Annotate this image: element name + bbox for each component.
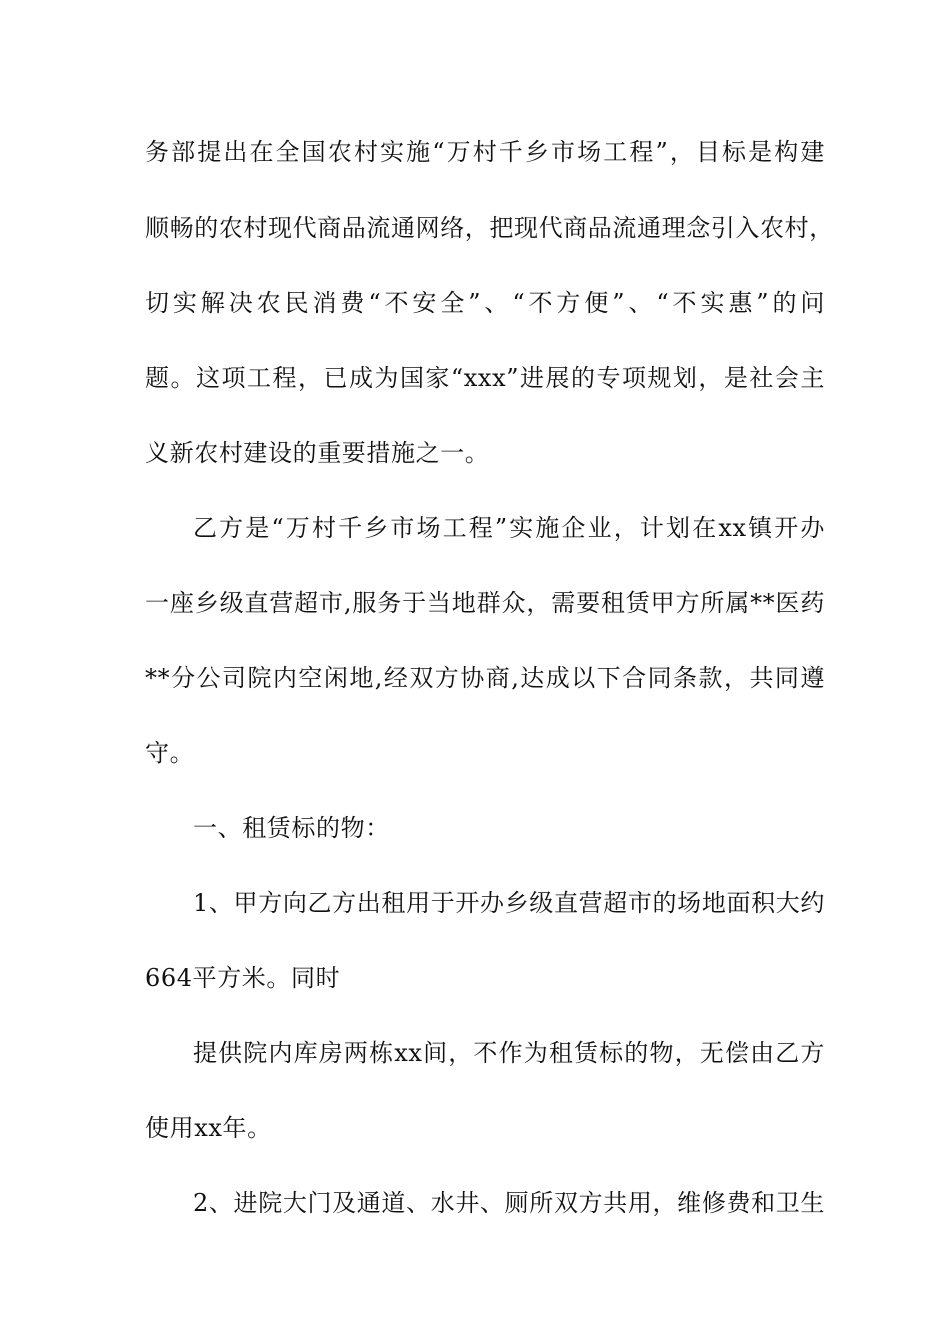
text-line: 务部提出在全国农村实施“万村千乡市场工程”，目标是构建 [145, 138, 825, 166]
text-line: 题。这项工程，已成为国家“xxx”进展的专项规划，是社会主 [145, 364, 825, 392]
paragraph-first-line: 乙方是“万村千乡市场工程”实施企业，计划在xx镇开办 [193, 514, 825, 542]
text-line: 义新农村建设的重要措施之一。 [145, 439, 490, 467]
paragraph-first-line: 1、甲方向乙方出租用于开办乡级直营超市的场地面积大约 [193, 889, 825, 917]
text-line: **分公司院内空闲地,经双方协商,达成以下合同条款，共同遵 [145, 664, 825, 692]
paragraph-first-line: 2、进院大门及通道、水井、厕所双方共用，维修费和卫生 [193, 1189, 825, 1217]
section-heading: 一、租赁标的物： [193, 814, 390, 842]
text-line: 顺畅的农村现代商品流通网络，把现代商品流通理念引入农村， [145, 214, 834, 242]
text-line: 守。 [145, 739, 195, 767]
text-line: 使用xx年。 [145, 1114, 272, 1142]
text-line: 664平方米。同时 [145, 964, 341, 992]
text-line: 切实解决农民消费“不安全”、“不方便”、“不实惠”的问 [145, 289, 825, 317]
text-line: 一座乡级直营超市,服务于当地群众，需要租赁甲方所属**医药 [145, 589, 825, 617]
paragraph-first-line: 提供院内库房两栋xx间，不作为租赁标的物，无偿由乙方 [193, 1039, 825, 1067]
